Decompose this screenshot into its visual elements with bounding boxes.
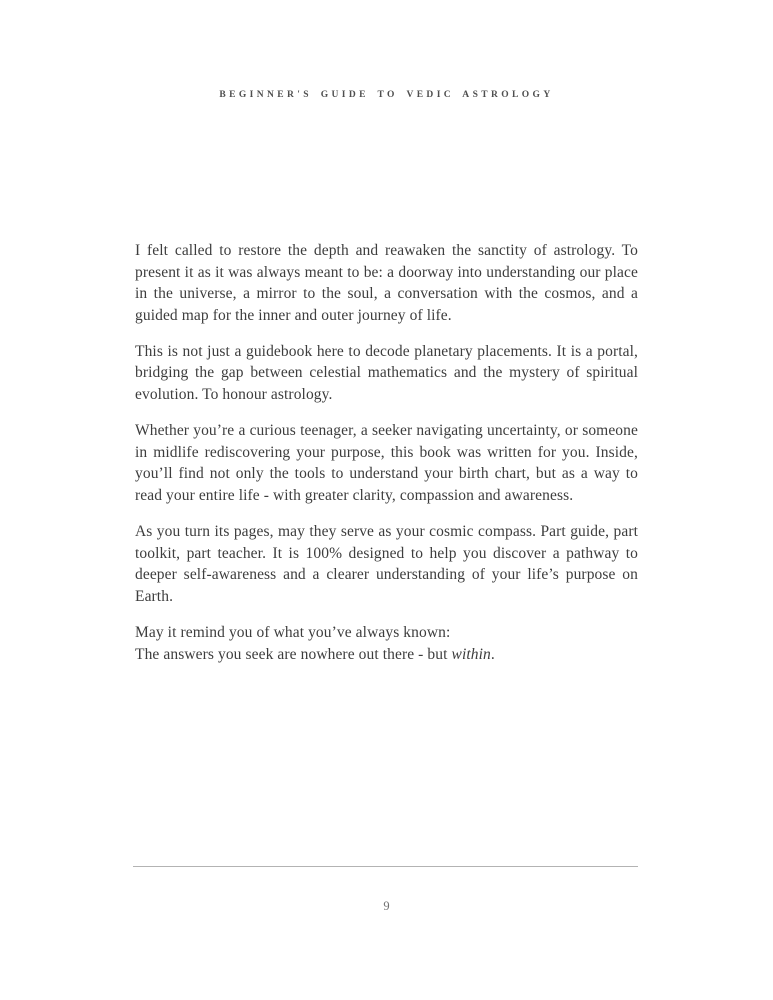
page-number: 9 <box>383 899 390 913</box>
closing-line-2-text: The answers you seek are nowhere out there - but <box>135 645 452 663</box>
body-paragraph: Whether you’re a curious teenager, a seeker navigating uncertainty, or someone in midlife rediscovering your purpose, this book was written for you. Inside, you’ll find not only the tools to understand your birth chart, but as a way to read your entire life - with greater clarity, compassion and awareness. <box>135 422 638 504</box>
body-paragraph: This is not just a guidebook here to decode planetary placements. It is a portal, bridging the gap between celestial mathematics and the mystery of spiritual evolution. To honour astrology. <box>135 342 638 404</box>
body-paragraph: As you turn its pages, may they serve as your cosmic compass. Part guide, part toolkit, part teacher. It is 100% designed to help you discover a pathway to deeper self-awareness and a clearer understanding of your life’s purpose on Earth. <box>135 523 638 605</box>
closing-line-1: May it remind you of what you’ve always known: <box>135 623 451 641</box>
page-body-text <box>135 240 638 665</box>
closing-line-2-period: . <box>490 645 495 663</box>
closing-paragraph <box>135 622 638 665</box>
closing-line-2-italic-word: within <box>451 645 491 663</box>
body-paragraph: I felt called to restore the depth and reawaken the sanctity of astrology. To present it as it was always meant to be: a doorway into understanding our place in the universe, a mirror to the soul, a conversation with the cosmos, and a guided map for the inner and outer journey of life. <box>135 242 638 324</box>
running-header: BEGINNER'S GUIDE TO VEDIC ASTROLOGY <box>219 90 554 100</box>
footer-divider <box>133 866 638 867</box>
